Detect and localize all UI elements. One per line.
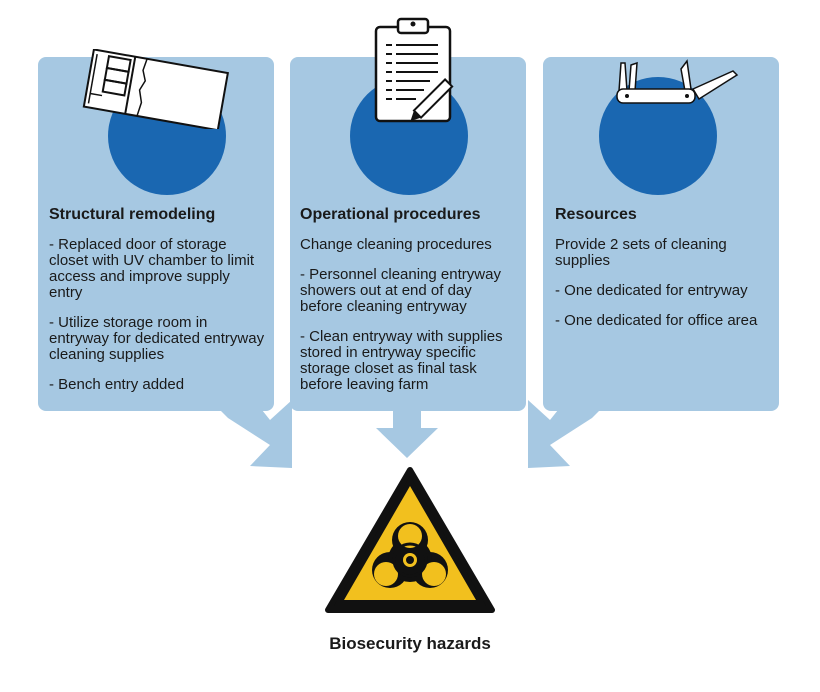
panel-title: Operational procedures: [300, 206, 481, 223]
list-item: - One dedicated for office area: [555, 312, 758, 329]
biohazard-warning-icon: [324, 466, 496, 614]
list-item: Change cleaning procedures: [300, 236, 492, 253]
list-item: - Bench entry added: [49, 376, 185, 393]
panel-title: Resources: [555, 206, 637, 223]
list-item: - Personnel cleaning entryway showers out at end of day before cleaning entryway: [300, 266, 501, 315]
panel-operational-procedures: [290, 57, 526, 411]
list-item: - Utilize storage room in entryway for dedicated entryway cleaning supplies: [49, 314, 265, 363]
panel-body: [555, 237, 773, 343]
floor-plan-icon: [82, 49, 232, 129]
list-item: - One dedicated for entryway: [555, 282, 748, 299]
panel-structural-remodeling: [38, 57, 274, 411]
panel-body: [49, 237, 267, 407]
panel-resources: [543, 57, 779, 411]
panel-title: Structural remodeling: [49, 206, 216, 223]
panel-body: [300, 237, 518, 407]
list-item: Provide 2 sets of cleaning supplies: [555, 236, 727, 269]
clipboard-icon: [368, 17, 468, 127]
list-item: - Replaced door of storage closet with UV chamber to limit access and improve supply entry: [49, 236, 255, 301]
multitool-icon: [601, 53, 741, 123]
list-item: - Clean entryway with supplies stored in entryway specific storage closet as final task before leaving farm: [300, 328, 503, 393]
footer-label: Biosecurity hazards: [329, 634, 491, 653]
